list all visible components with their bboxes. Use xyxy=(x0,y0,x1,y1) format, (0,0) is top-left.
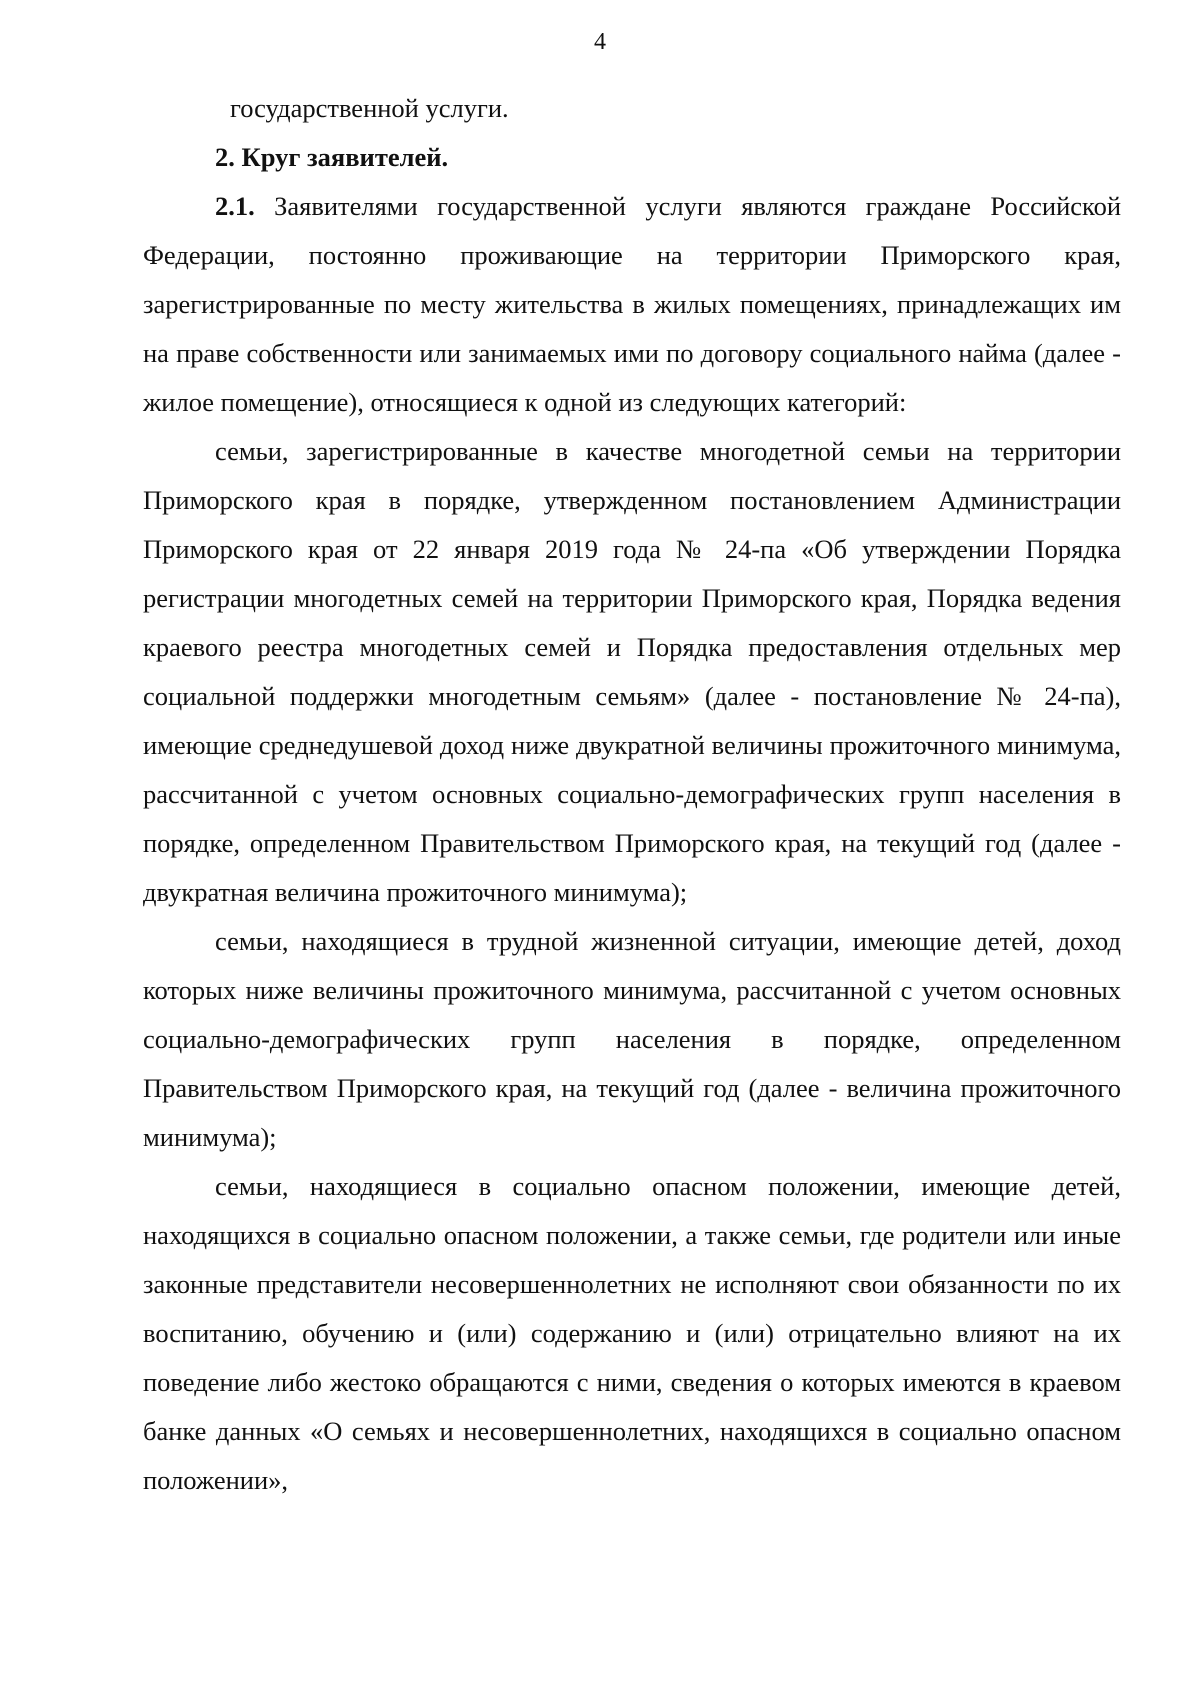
clause-text: Заявителями государственной услуги являются граждане Российской Федерации, постоянно проживающие на территории Приморского края, зарегистрированные по месту жительства в жилых помещениях, принадлежащих им на праве собственности или занимаемых ими по договору социального найма (далее - жилое помещение), относящиеся к одной из следующих категорий: xyxy=(143,191,1121,417)
paragraph-dangerous-situation: семьи, находящиеся в социально опасном положении, имеющие детей, находящихся в социально опасном положении, а также семьи, где родители или иные законные представители несовершеннолетних не исполняют свои обязанности по их воспитанию, обучению и (или) содержанию и (или) отрицательно влияют на их поведение либо жестоко обращаются с ними, сведения о которых имеются в краевом банке данных «О семьях и несовершеннолетних, находящихся в социально опасном положении», xyxy=(143,1171,1121,1495)
clause-number: 2.1. xyxy=(215,191,255,221)
continuation-line: государственной услуги. xyxy=(230,93,509,123)
document-body xyxy=(143,84,1121,1505)
section-heading xyxy=(143,133,1121,182)
paragraph-difficult-situation: семьи, находящиеся в трудной жизненной ситуации, имеющие детей, доход которых ниже величины прожиточного минимума, рассчитанной с учетом основных социально-демографических групп населения в порядке, определенном Правительством Приморского края, на текущий год (далее - величина прожиточного минимума); xyxy=(143,926,1121,1152)
paragraph-large-families: семьи, зарегистрированные в качестве многодетной семьи на территории Приморского края в порядке, утвержденном постановлением Администрации Приморского края от 22 января 2019 года № 24-па «Об утверждении Порядка регистрации многодетных семей на территории Приморского края, Порядка ведения краевого реестра многодетных семей и Порядка предоставления отдельных мер социальной поддержки многодетным семьям» (далее - постановление № 24-па), имеющие среднедушевой доход ниже двукратной величины прожиточного минимума, рассчитанной с учетом основных социально-демографических групп населения в порядке, определенном Правительством Приморского края, на текущий год (далее - двукратная величина прожиточного минимума); xyxy=(143,436,1121,907)
page-number: 4 xyxy=(594,29,606,55)
clause-2-1 xyxy=(143,182,1121,427)
section-heading-text: 2. Круг заявителей. xyxy=(215,142,449,172)
